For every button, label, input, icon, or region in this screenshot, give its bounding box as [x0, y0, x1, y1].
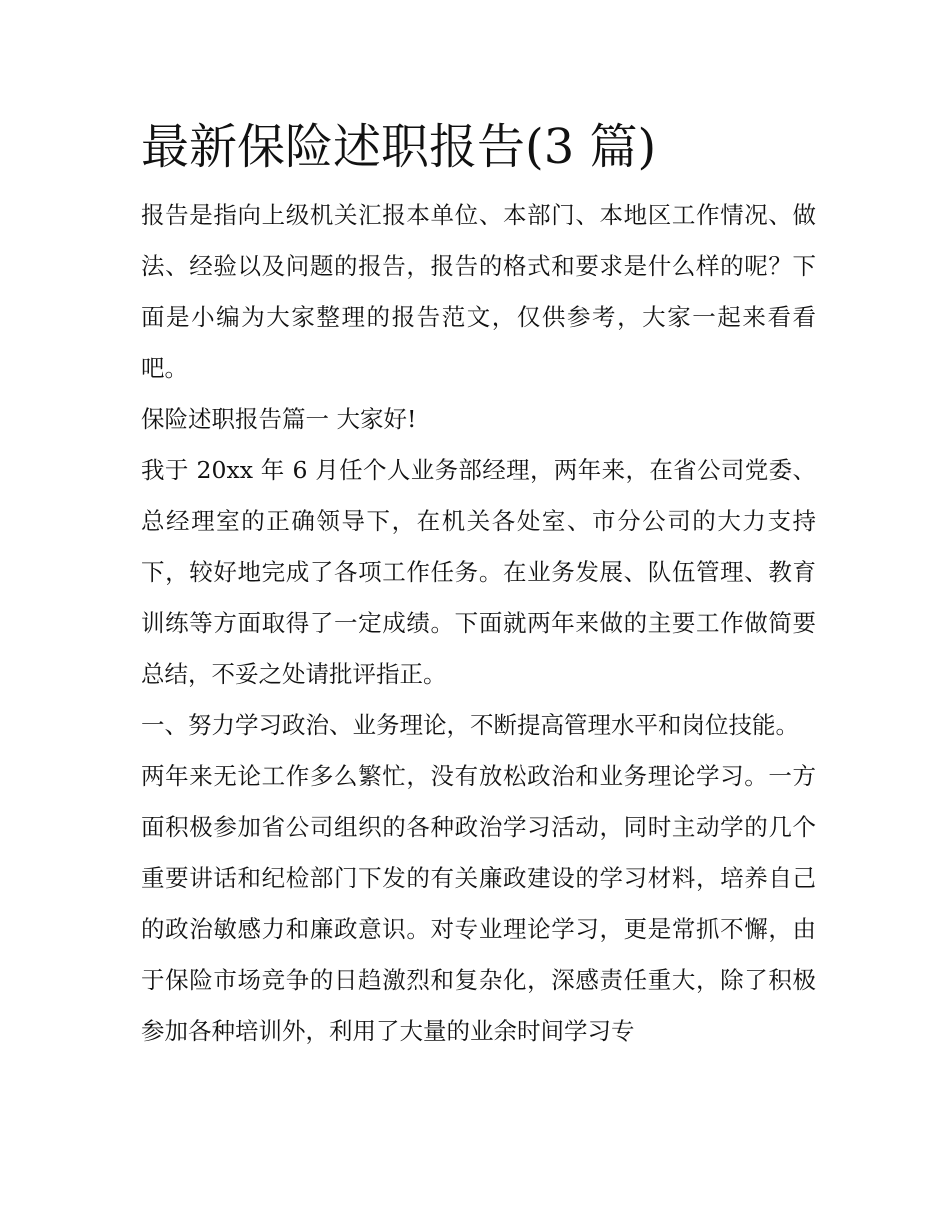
document-page	[141, 112, 816, 1057]
intro-paragraph: 报告是指向上级机关汇报本单位、本部门、本地区工作情况、做法、经验以及问题的报告，报告的格式和要求是什么样的呢？下面是小编为大家整理的报告范文，仅供参考，大家一起来看看吧。	[141, 201, 816, 382]
section-heading-part-one: 保险述职报告篇一 大家好!	[141, 405, 417, 433]
document-title: 最新保险述职报告(3 篇)	[141, 119, 657, 175]
section-heading-study: 一、努力学习政治、业务理论，不断提高管理水平和岗位技能。	[141, 711, 799, 739]
body-paragraph: 我于 20xx 年 6 月任个人业务部经理，两年来，在省公司党委、总经理室的正确领导下，在机关各处室、市分公司的大力支持下，较好地完成了各项工作任务。在业务发展、队伍管理、教育训练等方面取得了一定成绩。下面就两年来做的主要工作做简要总结，不妥之处请批评指正。	[141, 456, 816, 688]
body-paragraph: 两年来无论工作多么繁忙，没有放松政治和业务理论学习。一方面积极参加省公司组织的各种政治学习活动，同时主动学的几个重要讲话和纪检部门下发的有关廉政建设的学习材料，培养自己的政治敏感力和廉政意识。对专业理论学习，更是常抓不懈，由于保险市场竞争的日趋激烈和复杂化，深感责任重大，除了积极参加各种培训外，利用了大量的业余时间学习专	[141, 762, 816, 1045]
